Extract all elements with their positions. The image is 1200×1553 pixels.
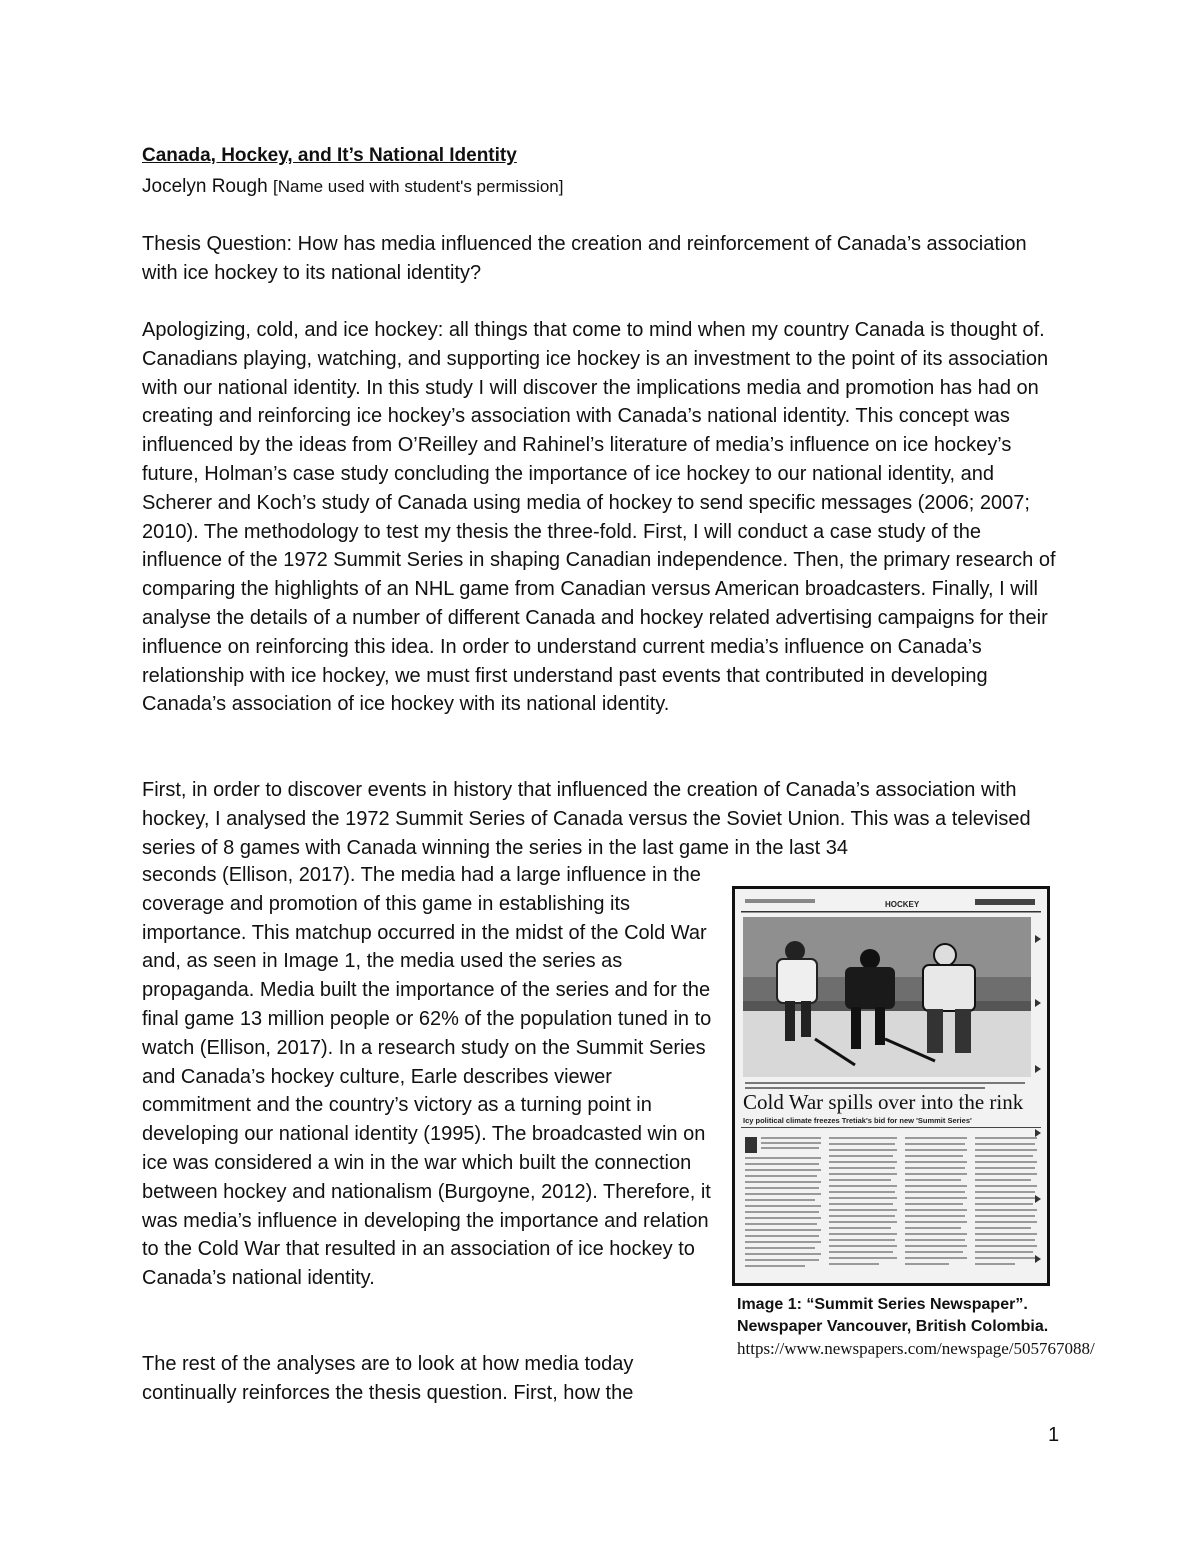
paragraph-summit-series-start: First, in order to discover events in history that influenced the creation of Canada’s association with hockey, I analysed the 1972 Summit Series of Canada versus the Soviet Union. This was a televised series of 8 games with Canada winning the series in the last game in the last 34	[142, 779, 1031, 859]
author-note: [Name used with student's permission]	[272, 177, 564, 196]
paragraph-analyses: The rest of the analyses are to look at how media today continually reinforces the thesis question. First, how the	[142, 1353, 634, 1404]
newspaper-headline: Cold War spills over into the rink	[743, 1090, 1024, 1114]
image-caption	[737, 1294, 1095, 1360]
paragraph-summit-series-continued: seconds (Ellison, 2017). The media had a large influence in the coverage and promotion of this game in establishing its importance. This matchup occurred in the midst of the Cold War and, as seen in Image 1, the media used the series as propaganda. Media built the importance of the series and for the final game 13 million people or 62% of the population tuned in to watch (Ellison, 2017). In a research study on the Summit Series and Canada’s hockey culture, Earle describes viewer commitment and the country’s victory as a turning point in developing our national identity (1995). The broadcasted win on ice was considered a win in the war which built the connection between hockey and nationalism (Burgoyne, 2012). Therefore, it was media’s influence in developing the importance and relation to the Cold War that resulted in an association of ice hockey to Canada’s national identity.	[142, 864, 712, 1290]
author-name: Jocelyn Rough	[142, 176, 268, 197]
caption-url: https://www.newspapers.com/newspage/505767088/	[737, 1339, 1095, 1358]
caption-title: Image 1: “Summit Series Newspaper”. Newspaper Vancouver, British Colombia.	[737, 1296, 1049, 1335]
newspaper-clipping-drawing	[735, 889, 1047, 1283]
newspaper-section-label: HOCKEY	[885, 900, 920, 909]
newspaper-subhead: Icy political climate freezes Tretiak's bid for new 'Summit Series'	[743, 1116, 972, 1125]
newspaper-clipping-image	[732, 886, 1050, 1286]
page-number: 1	[1048, 1424, 1060, 1446]
document-title: Canada, Hockey, and It’s National Identity	[142, 145, 517, 166]
author-line	[142, 176, 563, 198]
paragraph-introduction: Apologizing, cold, and ice hockey: all things that come to mind when my country Canada is thought of. Canadians playing, watching, and supporting ice hockey is an investment to the point of its association with our national identity. In this study I will discover the implications media and promotion has had on creating and reinforcing ice hockey’s association with Canada’s national identity. This concept was influenced by the ideas from O’Reilley and Rahinel’s literature of media’s influence on ice hockey’s future, Holman’s case study concluding the importance of ice hockey to our national identity, and Scherer and Koch’s study of Canada using media of hockey to send specific messages (2006; 2007; 2010). The methodology to test my thesis the three-fold. First, I will conduct a case study of the influence of the 1972 Summit Series in shaping Canadian independence. Then, the primary research of comparing the highlights of an NHL game from Canadian versus American broadcasters. Finally, I will analyse the details of a number of different Canada and hockey related advertising campaigns for their influence on reinforcing this idea. In order to understand current media’s influence on Canada’s relationship with ice hockey, we must first understand past events that contributed in developing Canada’s association of ice hockey with its national identity.	[142, 319, 1056, 716]
thesis-question: Thesis Question: How has media influenced the creation and reinforcement of Canada’s association with ice hockey to its national identity?	[142, 233, 1027, 284]
